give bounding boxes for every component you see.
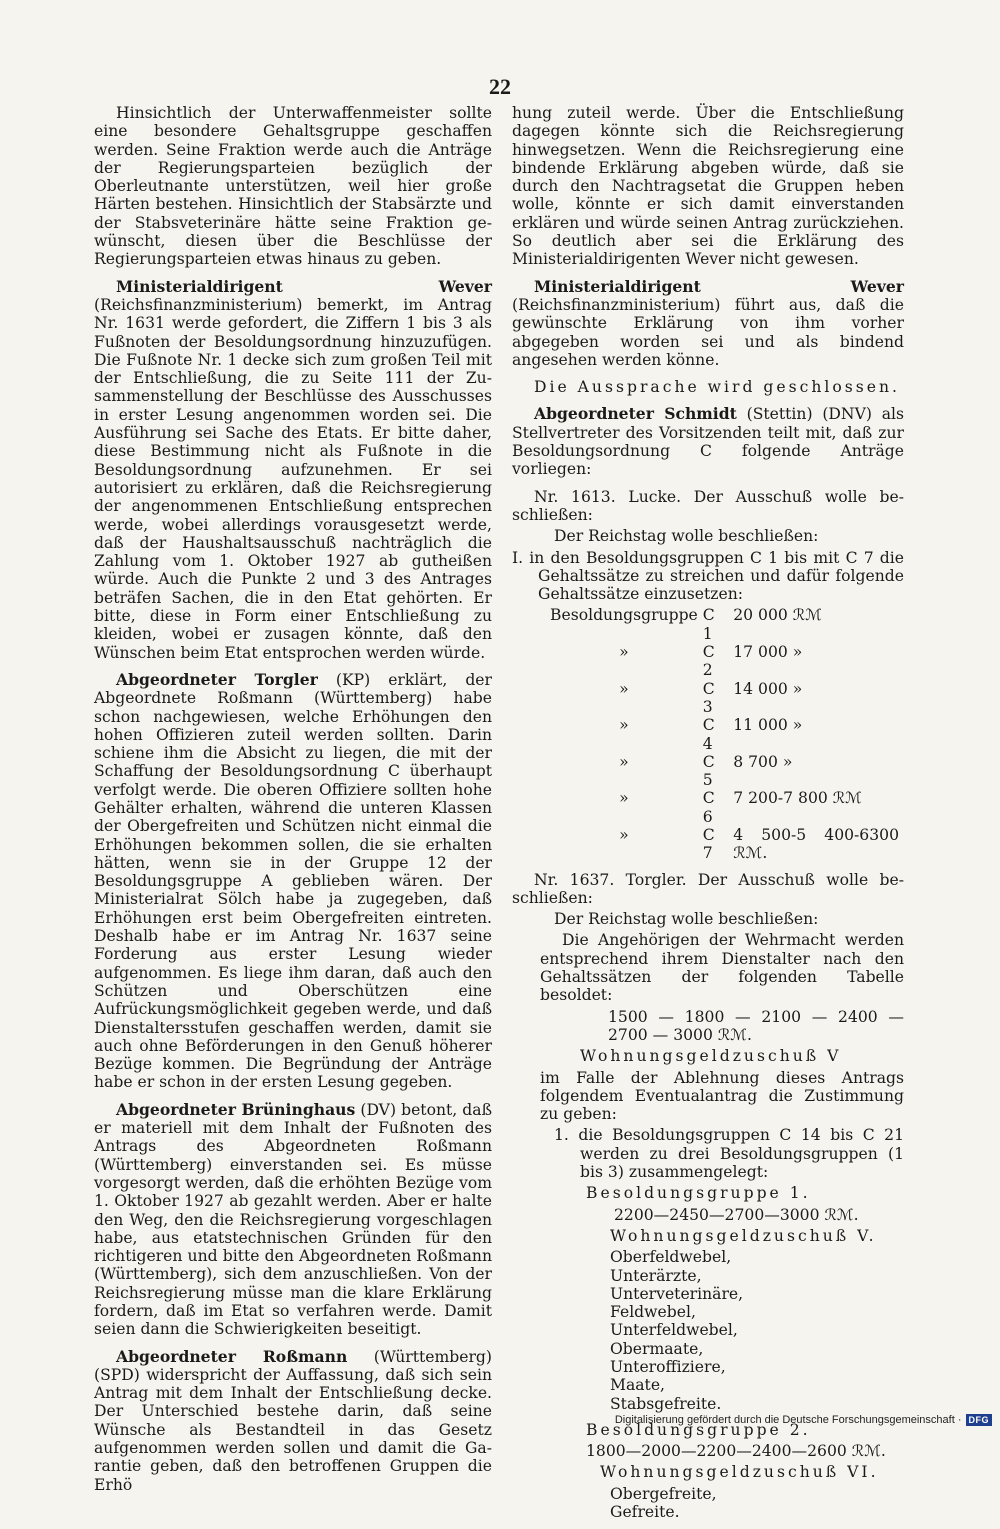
pay-table-cell-value: 7 200-7 800 ℛℳ [733, 789, 862, 808]
rank-item: Unterfeldwebel, [610, 1321, 738, 1340]
eventual-item: 1. die Besoldungsgruppen C 14 bis C 21 werden zu drei Besoldungsgruppen (1 bis 3) zusammengelegt: [554, 1126, 904, 1182]
pay-table-cell-group: C 7 [702, 825, 715, 863]
left-column [94, 104, 492, 1503]
paragraph [94, 671, 492, 1092]
paragraph: hung zuteil werde. Über die Entschließung dagegen könnte sich die Reichsregierung hinwegsetzen. Wenn die Reichsregierung eine bindende Erklärung abgeben würde, daß sie durch den Nachtragsetat die Gruppen heben wolle, könnte er sich damit einverstanden erklären und würde seinen Antrag zurückziehen. So deutlich aber sei die Erklärung des Ministerialdirigenten Wever nicht gewesen. [512, 104, 904, 269]
paragraph [512, 405, 904, 478]
housing-allowance: Wohnungsgeldzuschuß V. [610, 1226, 877, 1245]
speaker-name: Abgeordneter Torgler [116, 669, 318, 689]
rank-list [512, 1248, 904, 1413]
rank-item: Obermaate, [610, 1339, 704, 1358]
paragraph [512, 278, 904, 369]
motion-heading: Nr. 1637. Torgler. Der Ausschuß wolle beschließen: [512, 870, 904, 907]
pay-table-cell-label: » [619, 752, 629, 771]
pay-table-row [550, 643, 904, 680]
paragraph-text: (KP) erklärt, der Abgeordnete Roßmann (Württemberg) habe schon nachgewiesen, welche Erhöhungen den hohen Offizieren zuteil werden sollten. Darin schiene ihm die Absicht zu liegen, die mit der Schaffung der Besoldungsordnung C überhaupt verfolgt werde. Die oberen Offiziere sollten hohe Gehälter erhalten, während die unteren Klassen der Obergefreiten und Schützen nicht einmal die Erhöhungen bekommen sollen, die sie erhalten hätten, wenn sie in der Gruppe 12 der Besoldungsgruppe A geblieben wären. Der Ministerialrat Sölch habe ja zugegeben, daß Erhöhungen erst beim Obergefreiten eintreten. Deshalb habe er im Antrag Nr. 1637 seine Forderung aus erster Lesung wieder aufgenommen. Es liege ihm daran, daß auch den Schützen und Oberschützen eine Aufrückungsmöglichkeit gegeben werde, und daß Dienstaltersstufen geschaffen werden, damit sie auch ohne Beförderungen in den Genuß höherer Bezüge kommen. Die Begründung der Anträge habe er schon in der ersten Lesung gegeben. [94, 670, 492, 1092]
housing-allowance: Wohnungsgeldzuschuß VI. [600, 1463, 879, 1482]
speaker-name: Abgeordneter Roßmann [116, 1346, 348, 1366]
paragraph [94, 1348, 492, 1494]
pay-table-row [550, 680, 904, 717]
motion-resolve: Der Reichstag wolle beschließen: [554, 910, 819, 929]
paragraph: Hinsichtlich der Unterwaffenmeister sollte eine besondere Gehaltsgruppe geschaffen werden. Seine Fraktion werde auch die Anträge der Regierungsparteien bezüglich der Oberleutnante unterstützen, weil hier große Härten bestehen. Hinsichtlich der Stabsärzte und der Stabsveterinäre hätte seine Fraktion gewünscht, diesen über die Beschlüsse der Regierungsparteien etwas hinaus zu geben. [94, 104, 492, 269]
pay-table-row [550, 606, 904, 643]
pay-table-cell-value: 17 000 » [733, 643, 803, 662]
motion-item: I. in den Besoldungsgruppen C 1 bis mit C 7 die Gehaltssätze zu streichen und dafür folgende Gehaltssätze einzusetzen: [512, 548, 904, 604]
rank-item: Unterveterinäre, [610, 1284, 744, 1303]
salary-scale: 2200—2450—2700—3000 ℛℳ. [614, 1205, 859, 1224]
pay-table-cell-value: 8 700 » [733, 752, 793, 771]
rank-item: Unteroffiziere, [610, 1358, 726, 1376]
rank-item: Feldwebel, [610, 1303, 696, 1322]
paragraph-text: (DV) betont, daß er materiell mit dem Inhalt der Fußnoten des Antrags des Abgeordneten Roßmann (Württemberg) einverstanden sei. Es müsse vorgesorgt werden, daß die erhöhten Bezüge vom 1. Oktober 1927 ab gezahlt werden. Aber er halte den Weg, den die Reichsregierung vorgeschlagen habe, aus etatstechnischen Gründen für den richtigeren und bitte den Abgeordneten Roßmann (Württemberg), sich dem anzuschließen. Von der Reichsregierung müsse man die klare Erklärung fordern, daß im Etat so verfahren werde. Damit seien dann die Schwierigkeiten beseitigt. [94, 1100, 493, 1339]
pay-table-row [550, 826, 904, 863]
pay-table-cell-label: » [619, 716, 629, 735]
pay-table-cell-value: 11 000 » [733, 716, 803, 735]
pay-table-cell-group: C 4 [702, 716, 715, 753]
footer [615, 1414, 992, 1426]
closing-note: Die Aussprache wird geschlossen. [534, 378, 901, 397]
pay-table-cell-group: C 5 [702, 752, 715, 790]
pay-table-cell-label: » [619, 643, 629, 662]
footer-credit: Digitalisierung gefördert durch die Deutsche Forschungsgemeinschaft · [614, 1414, 962, 1426]
group-title: Besoldungsgruppe 1. [586, 1184, 811, 1203]
motion-heading: Nr. 1613. Lucke. Der Ausschuß wolle beschließen: [512, 487, 904, 524]
speaker-name: Ministerialdirigent Wever [116, 276, 492, 296]
motion-resolve: Der Reichstag wolle beschließen: [554, 527, 819, 546]
pay-table-cell-value: 4 500-5 400-6300 ℛℳ. [733, 825, 899, 863]
motion-text: Die Angehörigen der Wehrmacht werden entsprechend ihrem Dienstalter nach den Gehaltssätzen der folgenden Tabelle besoldet: [540, 931, 904, 1005]
pay-table-row [550, 753, 904, 790]
pay-table [550, 606, 904, 862]
rank-item: Oberfeldwebel, [610, 1248, 732, 1267]
paragraph-text: (Reichsfinanzministerium) bemerkt, im Antrag Nr. 1631 werde gefordert, die Ziffern 1 bis 3 als Fußnoten der Besoldungsordnung hinzuzufügen. Die Fußnote Nr. 1 decke sich zum großen Teil mit der Entschließung, die zu Seite 111 der Zusammenstellung der Beschlüsse des Ausschusses in erster Lesung angenommen worden sei. Die Ausführung sei Sache des Etats. Er bitte daher, diese Bestimmung nicht als Fußnote in die Besoldungsordnung aufzunehmen. Er sei autorisiert zu erklären, daß die Reichsregierung der angenommenen Entschließung entsprechen werde, wobei allerdings vorausgesetzt werde, daß der Haushaltsausschuß nachträglich die Zahlung vom 1. Oktober 1927 ab gutheißen würde. Auch die Punkte 2 und 3 des Antrages beträfen Sachen, die in den Etat gehörten. Er bitte, diese in Form einer Entschließung zu kleiden, wobei er zusagen könnte, daß den Wünschen beim Etat entsprochen werden würde. [94, 295, 492, 662]
paragraph-text: (Stettin) (DNV) als Stellvertreter des Vorsitzenden teilt mit, daß zur Besoldungsordnung C folgende Anträge vorliegen: [512, 405, 905, 479]
pay-table-row [550, 716, 904, 753]
pay-table-cell-group: C 6 [702, 789, 715, 826]
speaker-name: Abgeordneter Schmidt [534, 404, 737, 424]
speaker-name: Ministerialdirigent Wever [534, 276, 904, 296]
pay-table-cell-label: » [619, 789, 629, 808]
paragraph-text: (Reichsfinanzministerium) führt aus, daß die gewünschte Erklärung von ihm vorher abgegeben worden sei und als bindend angesehen werden könne. [512, 295, 904, 369]
rank-item: Maate, [610, 1376, 666, 1395]
rank-item: Stabsgefreite. [610, 1394, 722, 1413]
salary-scale: 1500 — 1800 — 2100 — 2400 — 2700 — 3000 ℛℳ. [608, 1007, 904, 1044]
housing-allowance: Wohnungsgeldzuschuß V [580, 1047, 842, 1066]
pay-table-cell-value: 14 000 » [733, 679, 803, 698]
right-column [512, 104, 904, 1529]
rank-list [512, 1485, 904, 1522]
pay-table-cell-group: C 3 [702, 679, 715, 716]
salary-scale: 1800—2000—2200—2400—2600 ℛℳ. [586, 1442, 886, 1461]
pay-table-cell-label: » [619, 679, 629, 698]
group-title: Besoldungsgruppe 2. [586, 1420, 811, 1439]
pay-table-cell-group: C 2 [702, 643, 715, 680]
eventual-motion: im Falle der Ablehnung dieses Antrags folgendem Eventualantrag die Zustimmung zu geben: [540, 1068, 904, 1124]
pay-table-cell-label: Besoldungsgruppe [550, 606, 698, 625]
pay-table-cell-value: 20 000 ℛℳ [733, 606, 822, 625]
rank-item: Gefreite. [610, 1503, 680, 1522]
rank-item: Obergefreite, [610, 1484, 717, 1503]
page-number: 22 [489, 74, 511, 99]
paragraph [94, 278, 492, 662]
paragraph [94, 1101, 492, 1339]
speaker-name: Abgeordneter Brüninghaus [116, 1099, 356, 1119]
paragraph-text: (Württemberg) (SPD) widerspricht der Auffassung, daß sich sein Antrag mit dem Inhalt der Entschließung decke. Der Unterschied bestehe darin, daß seine Wünsche als Bestandteil in das Gesetz aufgenommen werden sollen und damit die Garantie geben, daß den betroffenen Gruppen die Erhö [94, 1347, 492, 1494]
rank-item: Unterärzte, [610, 1266, 702, 1285]
dfg-logo: DFG [966, 1414, 993, 1426]
pay-table-cell-group: C 1 [702, 606, 715, 643]
pay-table-cell-label: » [619, 825, 629, 844]
pay-table-row [550, 789, 904, 826]
